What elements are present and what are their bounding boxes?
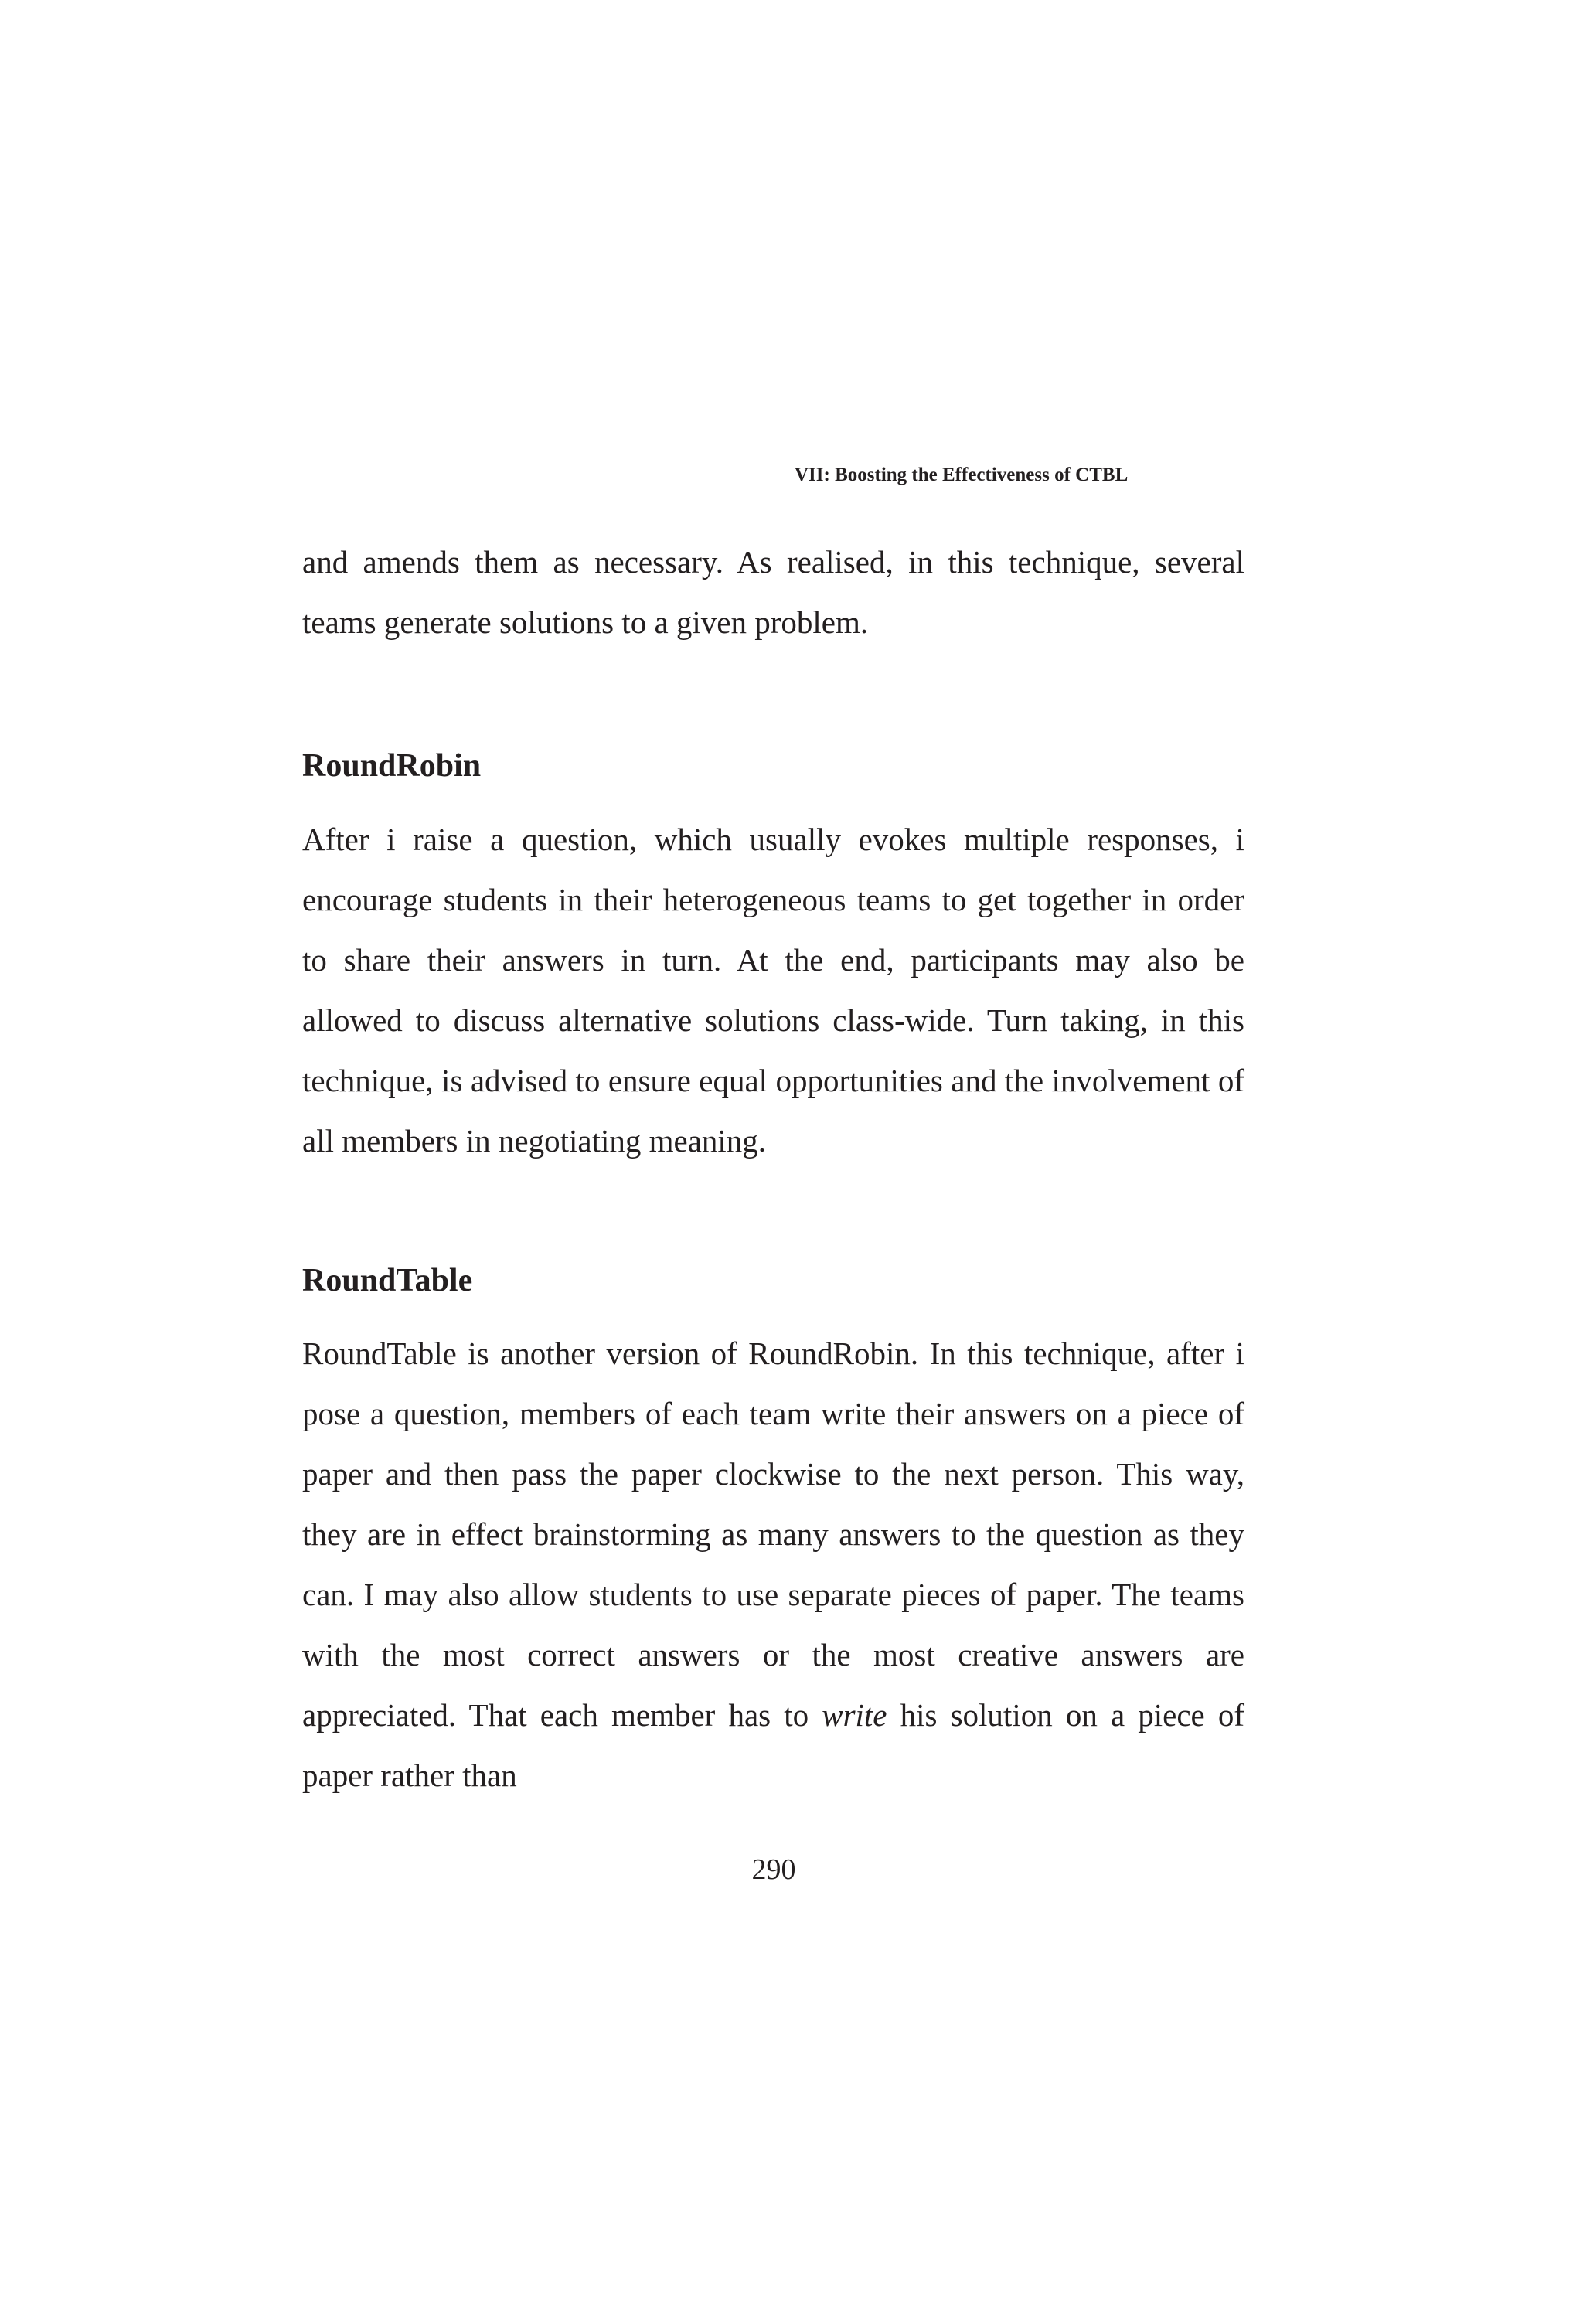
opening-paragraph-block <box>302 532 1244 652</box>
roundtable-paragraph-block <box>302 1323 1244 1805</box>
roundtable-paragraph <box>302 1323 1244 1805</box>
roundtable-paragraph-text-1: RoundTable is another version of RoundRobin. In this technique, after i pose a question, members of each team write their answers on a piece of paper and then pass the paper clockwise to the next person. This way, they are in effect brainstorming as many answers to the question as they can. I may also allow students to use separate pieces of paper. The teams with the most correct answers or the most creative answers are appreciated. That each member has to <box>302 1336 1244 1733</box>
roundtable-paragraph-emphasis: write <box>822 1697 887 1733</box>
section-heading-roundrobin: RoundRobin <box>302 748 482 784</box>
roundrobin-paragraph-block <box>302 809 1244 1171</box>
roundtable-paragraph-text-2: his solution on a piece of paper rather than <box>302 1697 1244 1793</box>
opening-paragraph: and amends them as necessary. As realised, in this technique, several teams generate solutions to a given problem. <box>302 544 1244 640</box>
section-heading-roundtable: RoundTable <box>302 1263 473 1298</box>
roundrobin-paragraph: After i raise a question, which usually evokes multiple responses, i encourage students in their heterogeneous teams to get together in order to share their answers in turn. At the end, participants may also be allowed to discuss alternative solutions class-wide. Turn taking, in this technique, is advised to ensure equal opportunities and the involvement of all members in negotiating meaning. <box>302 822 1244 1159</box>
running-head: VII: Boosting the Effectiveness of CTBL <box>795 464 1129 485</box>
page-number: 290 <box>751 1853 796 1886</box>
